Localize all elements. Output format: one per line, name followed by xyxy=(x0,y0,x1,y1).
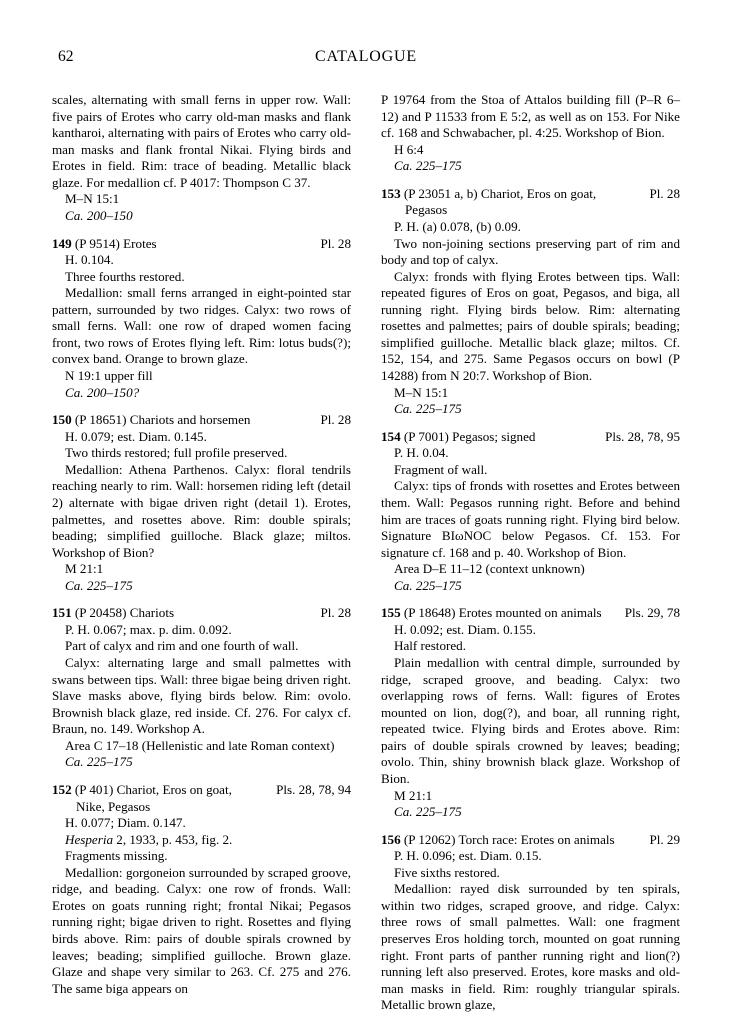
carryover-entry xyxy=(381,92,680,175)
entry-plate: Pl. 29 xyxy=(649,831,680,847)
entry-measurements: P. H. (a) 0.078, (b) 0.09. xyxy=(394,218,521,234)
entry-number: 149 xyxy=(52,235,72,251)
entry-heading xyxy=(52,236,351,253)
entry-date: Ca. 225–175 xyxy=(65,754,133,770)
entry-measurements: P. H. 0.067; max. p. dim. 0.092. xyxy=(65,621,232,637)
entry-inventory: (P 12062) Torch race: Erotes on animals xyxy=(403,831,615,847)
entry-heading xyxy=(52,412,351,429)
entry-date: Ca. 225–175 xyxy=(394,804,462,820)
entry-date: Ca. 225–175 xyxy=(394,401,462,417)
entry-date: Ca. 225–175 xyxy=(394,577,462,593)
entry-context: Area C 17–18 (Hellenistic and late Roman context) xyxy=(65,737,335,753)
catalogue-entry xyxy=(381,429,680,595)
entry-condition: Three fourths restored. xyxy=(65,268,185,284)
entry-inventory: (P 7001) Pegasos; signed xyxy=(403,428,536,444)
entry-heading xyxy=(381,429,680,446)
catalogue-entry xyxy=(52,236,351,402)
entry-measurements: H. 0.092; est. Diam. 0.155. xyxy=(394,621,536,637)
entry-inventory: (P 18651) Chariots and horsemen xyxy=(74,412,251,428)
entry-plate: Pl. 28 xyxy=(320,412,351,428)
entry-condition: Two thirds restored; full profile preserved. xyxy=(65,445,288,461)
entry-plate: Pls. 29, 78 xyxy=(624,605,680,621)
entry-description: Medallion: small ferns arranged in eight-pointed star pattern, surrounded by two ridges. Calyx: two rows of small ferns. Wall: one row of draped women facing front, two rows of Erotes flying left. Rim: lotus buds(?); convex band. Orange to brown glaze. xyxy=(52,285,351,367)
catalogue-entry xyxy=(381,186,680,418)
entry-heading xyxy=(52,605,351,622)
entry-number: 154 xyxy=(381,428,401,444)
entry-plate: Pls. 28, 78, 94 xyxy=(276,781,351,797)
catalogue-entry xyxy=(381,832,680,1014)
entry-measurements: H. 0.079; est. Diam. 0.145. xyxy=(65,428,207,444)
entry-inventory-line2: Pegasos xyxy=(405,202,448,218)
entry-description: Medallion: gorgoneion surrounded by scraped groove, ridge, and beading. Calyx: one row of fronds. Wall: Erotes on goats running right; frontal Nikai; Pegasos running right; bigae driven to right. Rosettes and flying birds above. Rim: pairs of double spirals crowned by leaves; beading; simplified guilloche. Brown glaze. Glaze and shape very similar to 263. Cf. 275 and 276. The same biga appears on xyxy=(52,864,351,996)
catalogue-entry xyxy=(52,605,351,771)
entry-context: M–N 15:1 xyxy=(394,384,449,400)
entry-inventory: (P 20458) Chariots xyxy=(74,605,175,621)
entry-description: Medallion: Athena Parthenos. Calyx: floral tendrils reaching nearly to rim. Wall: horsemen riding left (detail 2) alternate with bigae driven right (detail 1). Erotes, palmettes, and rosettes above. Rim: double spirals; beading; simplified guilloche. Black glaze; miltos. Workshop of Bion? xyxy=(52,461,351,560)
carryover-entry xyxy=(52,92,351,225)
catalogue-entry xyxy=(381,605,680,820)
entry-description: Calyx: tips of fronds with rosettes and Erotes between them. Wall: Pegasos running right. Before and behind him are traces of goats running right. Flying bird below. Signature BIωNOC below Pegasos. Cf. 153. For signature cf. 168 and p. 40. Workshop of Bion. xyxy=(381,478,680,560)
entry-description: Plain medallion with central dimple, surrounded by ridge, scraped groove, and beading. Calyx: two overlapping rows of ferns. Wall: figures of Erotes mounted on lion, dog(?), and boar, all running right, repeated twice. Flying birds and Erotes above. Rim: pairs of double spirals crowned by leaves; beading; ovolo. Thin, shiny brownish black glaze. Workshop of Bion. xyxy=(381,655,680,786)
entry-context: M 21:1 xyxy=(394,787,433,803)
entry-description: Medallion: rayed disk surrounded by ten spirals, within two ridges, scraped groove, and ridge. Calyx: three rows of small palmettes. Wall: one fragment preserves Eros holding torch, mounted on goat running right. Front parts of panther running right and lion(?) running left also preserved. Erotes, kore masks and old-man masks in field. Rim: roughly triangular spirals. Metallic brown glaze, xyxy=(381,881,680,1013)
carryover-body: scales, alternating with small ferns in upper row. Wall: five pairs of Erotes who carry old-man masks and flank kantharoi, alternating with pairs of Erotes who carry old-man masks and flank frontal Nikai. Flying birds and Erotes in field. Rim: trace of beading. Metallic black glaze. For medallion cf. P 4017: Thompson C 37. xyxy=(52,92,351,190)
carryover-date: Ca. 200–150 xyxy=(65,207,133,223)
entry-condition: Fragment of wall. xyxy=(394,461,488,477)
carryover-date: Ca. 225–175 xyxy=(394,158,462,174)
entry-plate: Pl. 28 xyxy=(320,235,351,251)
entry-number: 150 xyxy=(52,412,72,428)
entry-inventory: (P 23051 a, b) Chariot, Eros on goat, xyxy=(403,185,597,201)
entry-context: N 19:1 upper fill xyxy=(65,368,153,383)
catalogue-entry xyxy=(52,782,351,997)
reference-title: Hesperia xyxy=(65,831,114,847)
entry-plate: Pl. 28 xyxy=(649,185,680,201)
entry-measurements: H. 0.077; Diam. 0.147. xyxy=(65,815,186,831)
entry-inventory: (P 9514) Erotes xyxy=(74,235,157,251)
entry-measurements: P. H. 0.096; est. Diam. 0.15. xyxy=(394,848,542,864)
reference-detail: 2, 1933, p. 453, fig. 2. xyxy=(113,831,233,847)
page-header xyxy=(52,40,680,80)
entry-condition: Five sixths restored. xyxy=(394,864,500,880)
entry-reference xyxy=(65,832,351,849)
entry-condition: Fragments missing. xyxy=(65,848,168,864)
carryover-body: P 19764 from the Stoa of Attalos building fill (P–R 6–12) and P 11533 from E 5:2, as well as on 153. For Nike cf. 168 and Schwabacher, pl. 4:25. Workshop of Bion. xyxy=(381,92,680,141)
entry-measurements: H. 0.104. xyxy=(65,252,114,268)
carryover-context: M–N 15:1 xyxy=(65,191,120,207)
entry-plate: Pls. 28, 78, 95 xyxy=(605,428,680,444)
entry-context: M 21:1 xyxy=(65,561,104,577)
entry-description: Calyx: fronds with flying Erotes between tips. Wall: repeated figures of Eros on goat, Pegasos, and biga, all running right. Flying birds below. Rim: alternating rosettes and palmettes; pairs of double spirals; beading; simplified guilloche. Metallic black glaze; miltos. Cf. 152, 154, and 275. Same Pegasos occurs on bowl (P 14288) from N 20:7. Workshop of Bion. xyxy=(381,268,680,383)
entry-measurements: P. H. 0.04. xyxy=(394,445,449,461)
catalogue-entry xyxy=(52,412,351,594)
entry-inventory: (P 401) Chariot, Eros on goat, xyxy=(74,781,232,797)
entry-heading xyxy=(381,605,680,622)
entry-inventory-line2: Nike, Pegasos xyxy=(76,798,151,814)
left-column xyxy=(52,92,351,1014)
entry-context: Area D–E 11–12 (context unknown) xyxy=(394,561,585,577)
entry-condition: Part of calyx and rim and one fourth of wall. xyxy=(65,638,299,654)
right-column xyxy=(381,92,680,1014)
folio-number: 62 xyxy=(58,48,74,65)
carryover-context: H 6:4 xyxy=(394,141,424,157)
entry-plate: Pl. 28 xyxy=(320,605,351,621)
entry-number: 153 xyxy=(381,185,401,201)
entry-condition: Half restored. xyxy=(394,638,466,654)
running-head: CATALOGUE xyxy=(315,48,417,65)
entry-heading xyxy=(381,186,680,203)
entry-number: 156 xyxy=(381,831,401,847)
entry-heading xyxy=(52,782,351,799)
entry-date: Ca. 225–175 xyxy=(65,577,133,593)
entry-heading xyxy=(381,832,680,849)
entry-inventory: (P 18648) Erotes mounted on animals xyxy=(403,605,602,621)
entry-description: Calyx: alternating large and small palmettes with swans between tips. Wall: three bigae being driven right. Slave masks above, flying birds below. Rim: ovolo. Brownish black glaze, red inside. Cf. 276. For calyx cf. Braun, no. 149. Workshop A. xyxy=(52,655,351,737)
entry-number: 152 xyxy=(52,781,72,797)
entry-number: 155 xyxy=(381,605,401,621)
entry-condition: Two non-joining sections preserving part of rim and body and top of calyx. xyxy=(381,235,680,268)
text-columns xyxy=(52,92,680,1014)
entry-number: 151 xyxy=(52,605,72,621)
entry-date: Ca. 200–150? xyxy=(65,384,140,400)
